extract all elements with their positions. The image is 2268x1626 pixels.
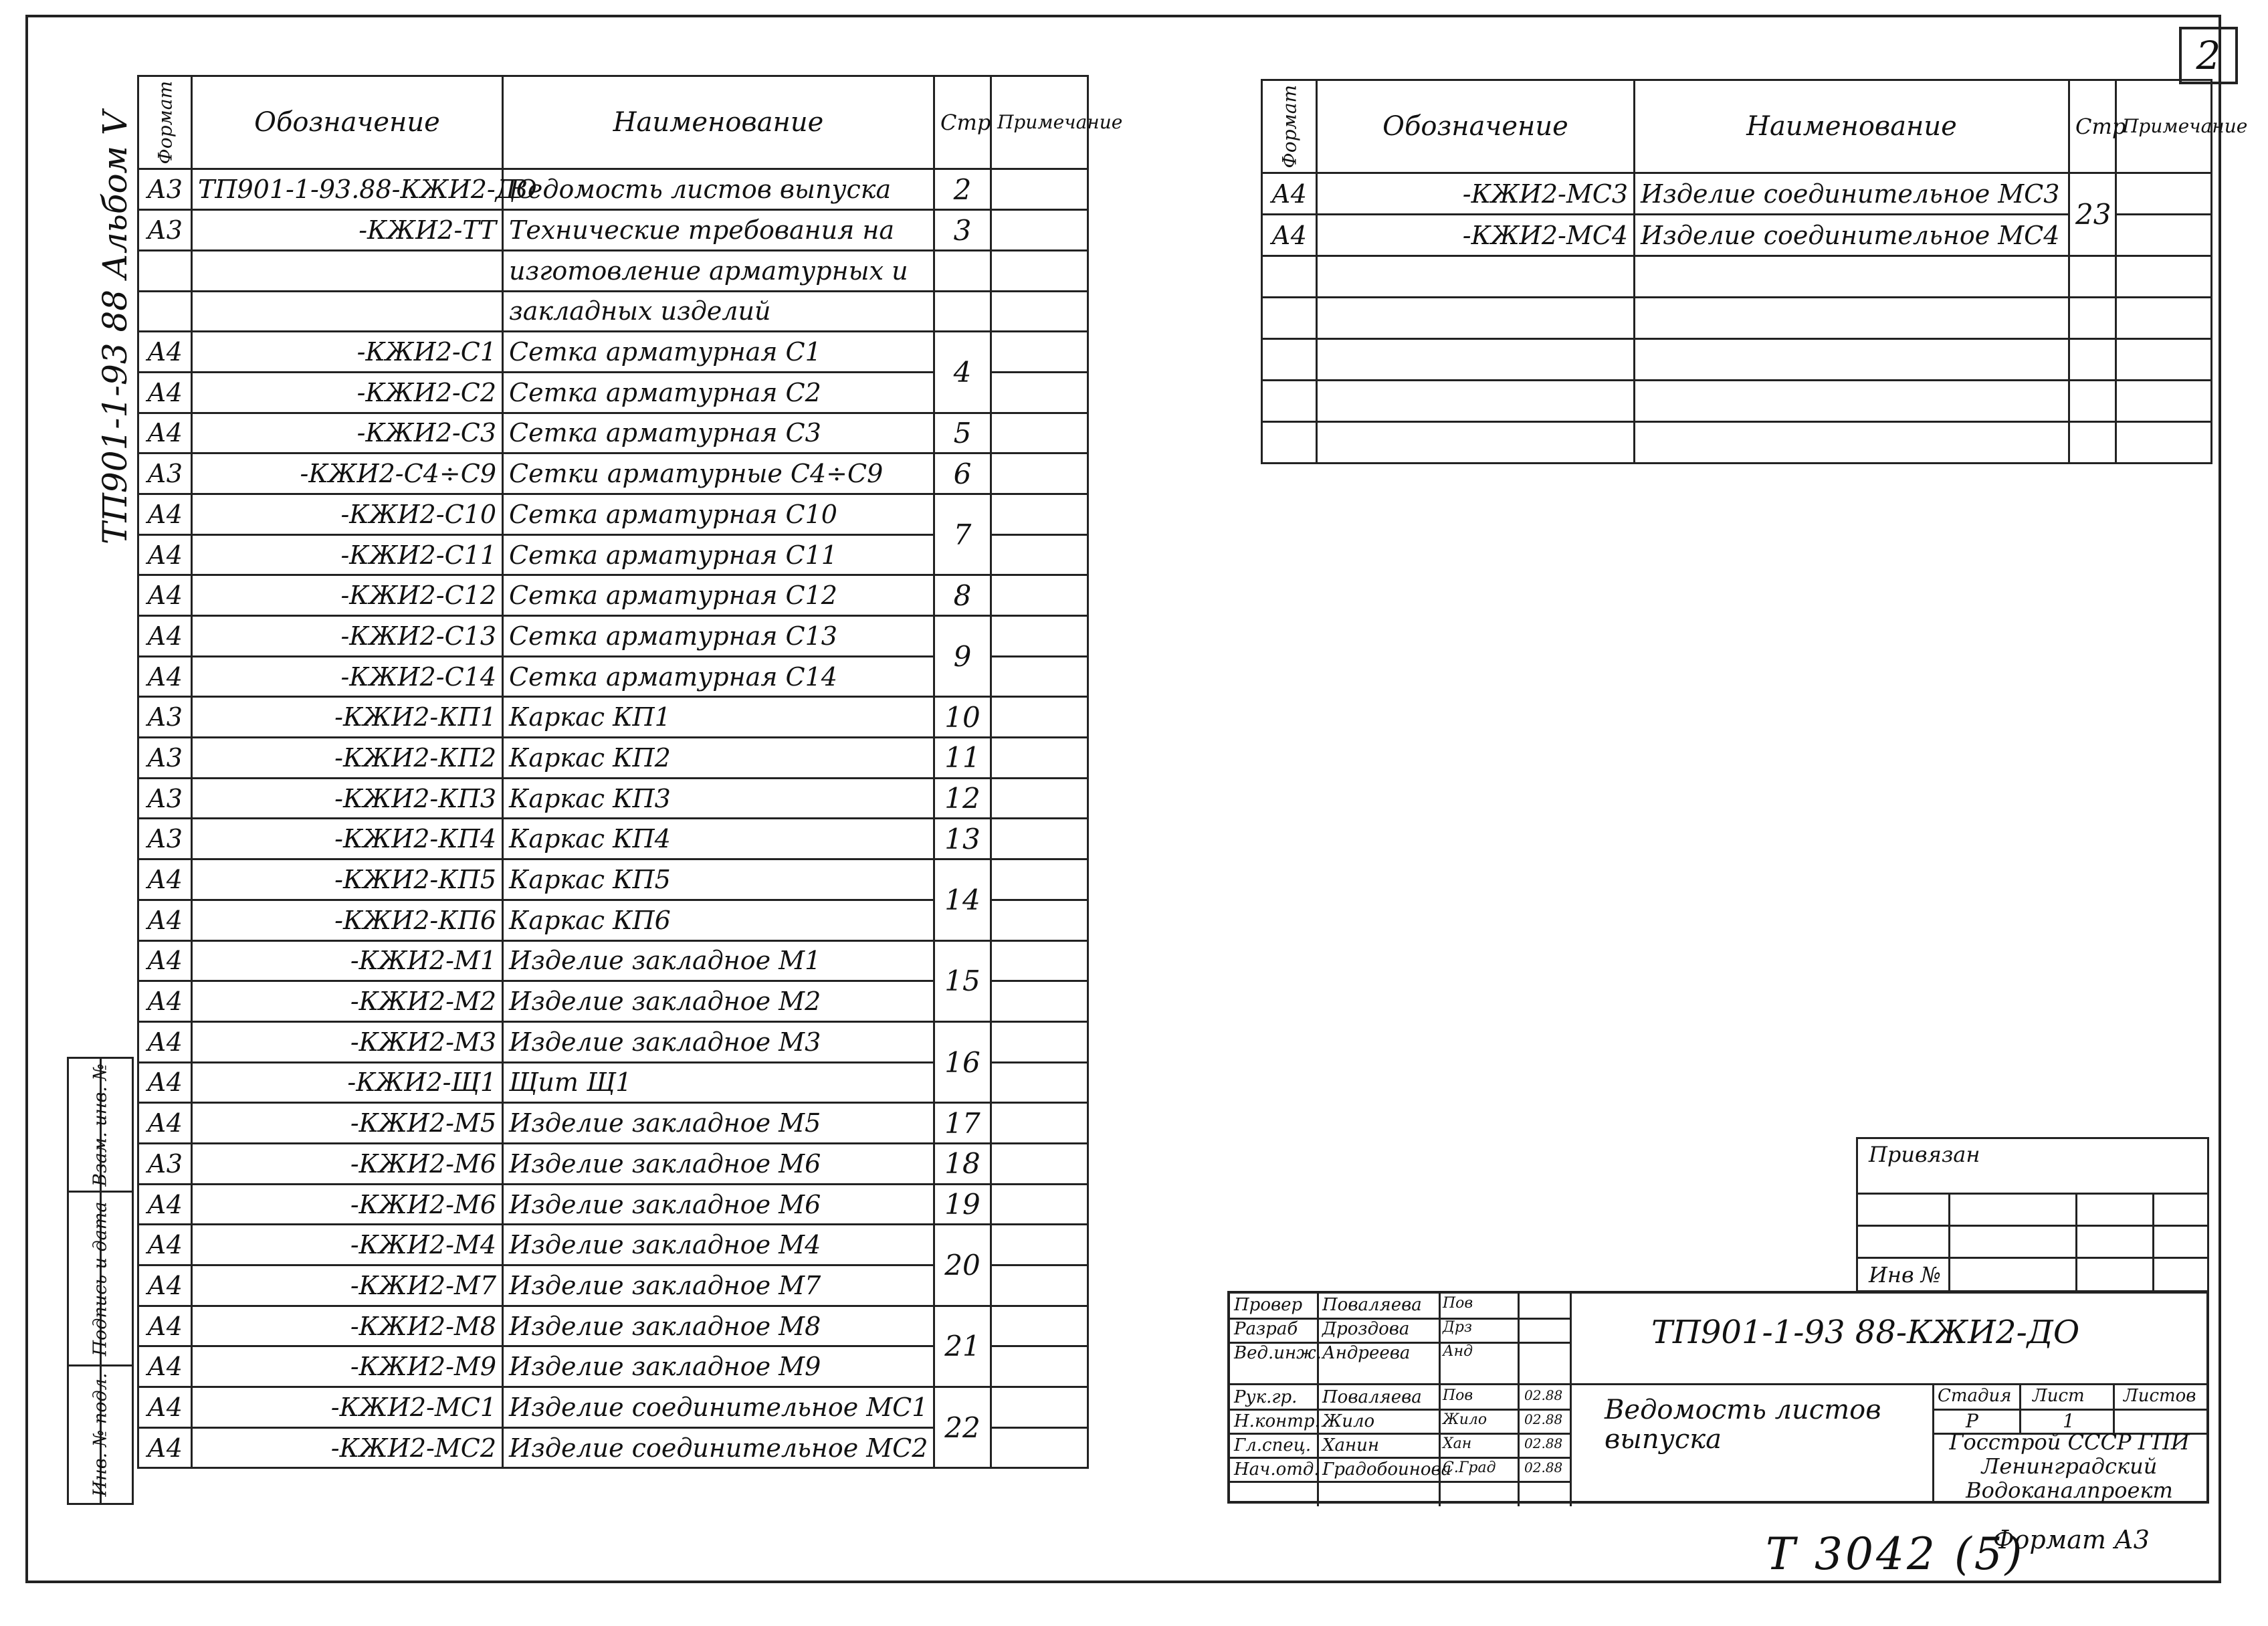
- row-format: [1262, 339, 1317, 381]
- row-format: [1262, 256, 1317, 298]
- binding-stamp: [1856, 1137, 2209, 1292]
- table-row: [138, 210, 1088, 251]
- row-name: Изделие закладное М9: [503, 1346, 934, 1387]
- row-designation: [192, 250, 503, 291]
- table-row: [138, 250, 1088, 291]
- table-row: [138, 291, 1088, 332]
- row-format: А4: [138, 1346, 192, 1387]
- row-note: [991, 575, 1088, 616]
- row-name: [1635, 422, 2069, 464]
- table-row: [138, 616, 1088, 657]
- row-format: А4: [138, 616, 192, 657]
- left-header-row: [138, 76, 1088, 169]
- row-page: [2069, 256, 2116, 298]
- row-name: Изделие закладное М1: [503, 940, 934, 981]
- row-designation: -КЖИ2-М9: [192, 1346, 503, 1387]
- staff-role: Вед.инж.: [1234, 1343, 1322, 1363]
- row-note: [991, 778, 1088, 819]
- row-name: Каркас КП4: [503, 819, 934, 859]
- table-row: [1262, 381, 2212, 422]
- row-designation: -КЖИ2-ТТ: [192, 210, 503, 251]
- row-note: [991, 1306, 1088, 1346]
- header-page: Стр: [2069, 80, 2116, 173]
- row-note: [991, 697, 1088, 738]
- row-designation: -КЖИ2-МС4: [1317, 215, 1635, 256]
- table-row: [138, 413, 1088, 453]
- row-page: 13: [934, 819, 991, 859]
- row-page: [2069, 298, 2116, 339]
- row-format: А4: [138, 1225, 192, 1265]
- row-page: 3: [934, 210, 991, 251]
- row-page: [2069, 381, 2116, 422]
- row-page: 16: [934, 1021, 991, 1102]
- staff-name: Поваляева: [1322, 1387, 1422, 1407]
- row-page: 15: [934, 940, 991, 1021]
- row-page: 20: [934, 1225, 991, 1306]
- row-note: [991, 1021, 1088, 1062]
- staff-name: Андреева: [1322, 1343, 1411, 1363]
- row-name: Сетка арматурная С13: [503, 616, 934, 657]
- table-row: [138, 169, 1088, 210]
- staff-name: Жило: [1322, 1411, 1375, 1431]
- staff-signature: Жило: [1443, 1411, 1487, 1428]
- table-row: [138, 697, 1088, 738]
- row-format: А4: [138, 1306, 192, 1346]
- row-format: А4: [138, 332, 192, 373]
- row-note: [991, 738, 1088, 779]
- row-designation: -КЖИ2-КП6: [192, 900, 503, 940]
- row-note: [991, 900, 1088, 940]
- row-name: Изделие закладное М5: [503, 1103, 934, 1144]
- row-note: [991, 413, 1088, 453]
- row-designation: [1317, 381, 1635, 422]
- header-note: Примечание: [2116, 80, 2212, 173]
- row-format: А4: [138, 413, 192, 453]
- row-page: 19: [934, 1184, 991, 1225]
- row-name: Изделие соединительное МС3: [1635, 173, 2069, 215]
- row-format: А3: [138, 697, 192, 738]
- staff-signature: С.Град: [1443, 1459, 1496, 1476]
- row-format: [1262, 298, 1317, 339]
- row-format: А4: [138, 1062, 192, 1103]
- row-name: Изделие соединительное МС4: [1635, 215, 2069, 256]
- row-designation: [1317, 339, 1635, 381]
- row-page: 22: [934, 1387, 991, 1468]
- staff-date: 02.88: [1524, 1435, 1563, 1451]
- header-designation: Обозначение: [1317, 80, 1635, 173]
- row-designation: -КЖИ2-С3: [192, 413, 503, 453]
- table-row: [138, 1225, 1088, 1265]
- row-designation: -КЖИ2-МС1: [192, 1387, 503, 1428]
- sheets-label: Листов: [2124, 1386, 2196, 1406]
- row-note: [2116, 256, 2212, 298]
- row-format: А4: [138, 1387, 192, 1428]
- row-format: А4: [138, 494, 192, 534]
- row-format: А4: [138, 575, 192, 616]
- row-note: [991, 1184, 1088, 1225]
- staff-signature: Анд: [1443, 1343, 1473, 1360]
- staff-name: Ханин: [1322, 1435, 1380, 1455]
- row-note: [991, 291, 1088, 332]
- row-name: Изделие соединительное МС2: [503, 1427, 934, 1468]
- row-designation: -КЖИ2-КП3: [192, 778, 503, 819]
- sheet-label: Лист: [2033, 1386, 2085, 1406]
- row-name: [1635, 381, 2069, 422]
- row-designation: -КЖИ2-С10: [192, 494, 503, 534]
- row-format: А3: [138, 1143, 192, 1184]
- staff-name: Поваляева: [1322, 1295, 1422, 1315]
- row-format: А4: [138, 981, 192, 1022]
- row-name: Щит Щ1: [503, 1062, 934, 1103]
- row-name: Каркас КП3: [503, 778, 934, 819]
- row-name: Изделие закладное М7: [503, 1265, 934, 1306]
- row-name: Изделие закладное М6: [503, 1184, 934, 1225]
- row-format: А4: [138, 859, 192, 900]
- row-name: Изделие соединительное МС1: [503, 1387, 934, 1428]
- row-page: [2069, 339, 2116, 381]
- row-note: [991, 1346, 1088, 1387]
- row-name: изготовление арматурных и: [503, 250, 934, 291]
- row-name: Изделие закладное М2: [503, 981, 934, 1022]
- row-designation: -КЖИ2-М4: [192, 1225, 503, 1265]
- table-row: [1262, 339, 2212, 381]
- row-designation: -КЖИ2-М6: [192, 1143, 503, 1184]
- row-designation: [1317, 422, 1635, 464]
- sheet-number: 2: [2179, 27, 2238, 84]
- staff-signature: Дрз: [1443, 1319, 1472, 1336]
- row-page: 7: [934, 494, 991, 575]
- row-note: [991, 453, 1088, 494]
- row-name: Ведомость листов выпуска: [503, 169, 934, 210]
- row-designation: -КЖИ2-МС3: [1317, 173, 1635, 215]
- row-designation: [1317, 298, 1635, 339]
- table-row: [138, 453, 1088, 494]
- row-format: А4: [138, 940, 192, 981]
- binding-label: Привязан: [1869, 1142, 1980, 1167]
- header-name: Наименование: [1635, 80, 2069, 173]
- binding-inv-label: Инв №: [1869, 1262, 1942, 1288]
- row-designation: -КЖИ2-С1: [192, 332, 503, 373]
- row-page: [2069, 422, 2116, 464]
- staff-date: 02.88: [1524, 1411, 1563, 1427]
- row-note: [991, 656, 1088, 697]
- staff-role: Разраб: [1234, 1319, 1298, 1339]
- header-format: Формат: [138, 76, 192, 169]
- document-code: ТП901-1-93 88-КЖИ2-ДО: [1651, 1314, 2080, 1351]
- title-block: [1227, 1291, 2209, 1504]
- row-name: закладных изделий: [503, 291, 934, 332]
- row-name: Каркас КП6: [503, 900, 934, 940]
- organization: Госстрой СССР ГПИ Ленинградский Водоканалпроект: [1949, 1429, 2190, 1503]
- stamp-signature-date: Подпись и дата: [69, 1193, 132, 1366]
- row-format: А4: [1262, 173, 1317, 215]
- staff-name: Дроздова: [1322, 1319, 1410, 1339]
- right-sheet-list: [1261, 79, 2248, 464]
- row-page: 10: [934, 697, 991, 738]
- header-page: Стр: [934, 76, 991, 169]
- row-format: А3: [138, 210, 192, 251]
- row-name: [1635, 298, 2069, 339]
- row-format: [138, 250, 192, 291]
- table-row: [138, 1306, 1088, 1346]
- row-name: Изделие закладное М6: [503, 1143, 934, 1184]
- stage-label: Стадия: [1938, 1386, 2012, 1406]
- table-row: [138, 778, 1088, 819]
- row-name: Сетка арматурная С10: [503, 494, 934, 534]
- row-note: [991, 1427, 1088, 1468]
- header-format: Формат: [1262, 80, 1317, 173]
- row-page: 6: [934, 453, 991, 494]
- row-designation: -КЖИ2-С4÷С9: [192, 453, 503, 494]
- row-note: [991, 250, 1088, 291]
- row-designation: -КЖИ2-С12: [192, 575, 503, 616]
- row-designation: -КЖИ2-Щ1: [192, 1062, 503, 1103]
- row-designation: ТП901-1-93.88-КЖИ2-ДО: [192, 169, 503, 210]
- row-format: А4: [138, 1103, 192, 1144]
- table-row: [138, 738, 1088, 779]
- row-page: 5: [934, 413, 991, 453]
- row-format: [1262, 422, 1317, 464]
- row-name: Каркас КП2: [503, 738, 934, 779]
- staff-name: Градобоинова: [1322, 1459, 1452, 1480]
- row-note: [991, 332, 1088, 373]
- left-sheet-list: [137, 75, 1123, 1469]
- row-designation: -КЖИ2-КП4: [192, 819, 503, 859]
- row-page: 2: [934, 169, 991, 210]
- left-table-body: [138, 169, 1088, 1468]
- row-format: [1262, 381, 1317, 422]
- row-page: 21: [934, 1306, 991, 1387]
- row-note: [991, 1265, 1088, 1306]
- row-format: А4: [138, 372, 192, 413]
- row-note: [2116, 422, 2212, 464]
- table-row: [1262, 298, 2212, 339]
- row-note: [991, 1143, 1088, 1184]
- row-note: [2116, 215, 2212, 256]
- row-note: [2116, 381, 2212, 422]
- sheet-value: 1: [2063, 1410, 2075, 1432]
- row-designation: -КЖИ2-С2: [192, 372, 503, 413]
- row-format: А3: [138, 819, 192, 859]
- row-note: [991, 940, 1088, 981]
- row-name: Изделие закладное М4: [503, 1225, 934, 1265]
- row-note: [991, 494, 1088, 534]
- row-designation: [1317, 256, 1635, 298]
- row-format: А4: [138, 656, 192, 697]
- row-note: [991, 372, 1088, 413]
- row-designation: -КЖИ2-С14: [192, 656, 503, 697]
- stage-value: Р: [1966, 1410, 1978, 1432]
- staff-date: 02.88: [1524, 1459, 1563, 1476]
- side-approval-stamp: [67, 1057, 134, 1505]
- table-row: [138, 940, 1088, 981]
- row-designation: -КЖИ2-М3: [192, 1021, 503, 1062]
- table-row: [1262, 173, 2212, 215]
- row-format: А3: [138, 453, 192, 494]
- row-format: А4: [138, 900, 192, 940]
- format-note: Формат А3: [1993, 1525, 2150, 1554]
- row-note: [991, 169, 1088, 210]
- row-designation: -КЖИ2-С13: [192, 616, 503, 657]
- row-page: 9: [934, 616, 991, 697]
- table-row: [138, 332, 1088, 373]
- row-name: Изделие закладное М3: [503, 1021, 934, 1062]
- row-name: [1635, 256, 2069, 298]
- row-note: [991, 1062, 1088, 1103]
- staff-date: 02.88: [1524, 1387, 1563, 1403]
- row-note: [991, 616, 1088, 657]
- row-page: 18: [934, 1143, 991, 1184]
- row-format: А4: [138, 534, 192, 575]
- table-row: [138, 1021, 1088, 1062]
- album-title: ТП901-1-93 88 Альбом V: [96, 110, 134, 545]
- row-page: 11: [934, 738, 991, 779]
- staff-signature: Пов: [1443, 1387, 1473, 1404]
- right-table-body: [1262, 173, 2212, 464]
- row-format: А3: [138, 738, 192, 779]
- row-name: Сетка арматурная С1: [503, 332, 934, 373]
- stamp-original-inv: Инв. № подл.: [90, 1373, 111, 1497]
- row-designation: -КЖИ2-М8: [192, 1306, 503, 1346]
- row-note: [991, 1225, 1088, 1265]
- table-row: [138, 1103, 1088, 1144]
- staff-role: Провер: [1234, 1295, 1303, 1315]
- row-name: Каркас КП5: [503, 859, 934, 900]
- table-row: [138, 575, 1088, 616]
- header-note: Примечание: [991, 76, 1088, 169]
- row-designation: -КЖИ2-МС2: [192, 1427, 503, 1468]
- row-name: Технические требования на: [503, 210, 934, 251]
- row-designation: [192, 291, 503, 332]
- row-note: [991, 534, 1088, 575]
- row-designation: -КЖИ2-М2: [192, 981, 503, 1022]
- staff-signature: Хан: [1443, 1435, 1472, 1452]
- row-designation: -КЖИ2-М7: [192, 1265, 503, 1306]
- row-note: [991, 1103, 1088, 1144]
- staff-role: Рук.гр.: [1234, 1387, 1298, 1407]
- staff-signature: Пов: [1443, 1295, 1473, 1312]
- row-page: [934, 250, 991, 291]
- row-name: [1635, 339, 2069, 381]
- row-page: 17: [934, 1103, 991, 1144]
- row-designation: -КЖИ2-КП2: [192, 738, 503, 779]
- table-row: [1262, 422, 2212, 464]
- table-row: [138, 494, 1088, 534]
- row-format: А4: [138, 1184, 192, 1225]
- header-designation: Обозначение: [192, 76, 503, 169]
- row-note: [991, 981, 1088, 1022]
- row-format: А4: [1262, 215, 1317, 256]
- table-row: [138, 1143, 1088, 1184]
- row-name: Сетка арматурная С3: [503, 413, 934, 453]
- row-page: 8: [934, 575, 991, 616]
- row-name: Сетка арматурная С2: [503, 372, 934, 413]
- document-title: Ведомость листов выпуска: [1605, 1395, 1881, 1455]
- row-format: А4: [138, 1021, 192, 1062]
- row-note: [991, 859, 1088, 900]
- row-name: Сетка арматурная С12: [503, 575, 934, 616]
- row-format: А4: [138, 1427, 192, 1468]
- row-note: [2116, 173, 2212, 215]
- row-page: 4: [934, 332, 991, 413]
- row-format: А3: [138, 169, 192, 210]
- table-row: [138, 819, 1088, 859]
- row-name: Сетка арматурная С11: [503, 534, 934, 575]
- row-name: Изделие закладное М8: [503, 1306, 934, 1346]
- row-format: [138, 291, 192, 332]
- row-name: Сетки арматурные С4÷С9: [503, 453, 934, 494]
- row-designation: -КЖИ2-КП1: [192, 697, 503, 738]
- row-note: [991, 819, 1088, 859]
- table-row: [138, 1387, 1088, 1428]
- row-format: А4: [138, 1265, 192, 1306]
- table-row: [1262, 256, 2212, 298]
- row-designation: -КЖИ2-М1: [192, 940, 503, 981]
- staff-role: Гл.спец.: [1234, 1435, 1312, 1455]
- row-designation: -КЖИ2-М5: [192, 1103, 503, 1144]
- row-note: [2116, 339, 2212, 381]
- row-designation: -КЖИ2-КП5: [192, 859, 503, 900]
- row-designation: -КЖИ2-С11: [192, 534, 503, 575]
- row-page: [934, 291, 991, 332]
- table-row: [138, 1184, 1088, 1225]
- row-page: 12: [934, 778, 991, 819]
- stamp-replacement-inv: Взам. инв. №: [69, 1059, 132, 1193]
- staff-role: Нач.отд.: [1234, 1459, 1320, 1480]
- row-page: 23: [2069, 173, 2116, 256]
- staff-role: Н.контр.: [1234, 1411, 1320, 1431]
- row-page: 14: [934, 859, 991, 940]
- row-format: А3: [138, 778, 192, 819]
- row-note: [991, 1387, 1088, 1428]
- row-name: Каркас КП1: [503, 697, 934, 738]
- header-name: Наименование: [503, 76, 934, 169]
- table-row: [138, 859, 1088, 900]
- row-designation: -КЖИ2-М6: [192, 1184, 503, 1225]
- inventory-stamp: Т 3042 (5): [1766, 1528, 2025, 1580]
- row-note: [2116, 298, 2212, 339]
- right-header-row: [1262, 80, 2212, 173]
- row-note: [991, 210, 1088, 251]
- row-name: Сетка арматурная С14: [503, 656, 934, 697]
